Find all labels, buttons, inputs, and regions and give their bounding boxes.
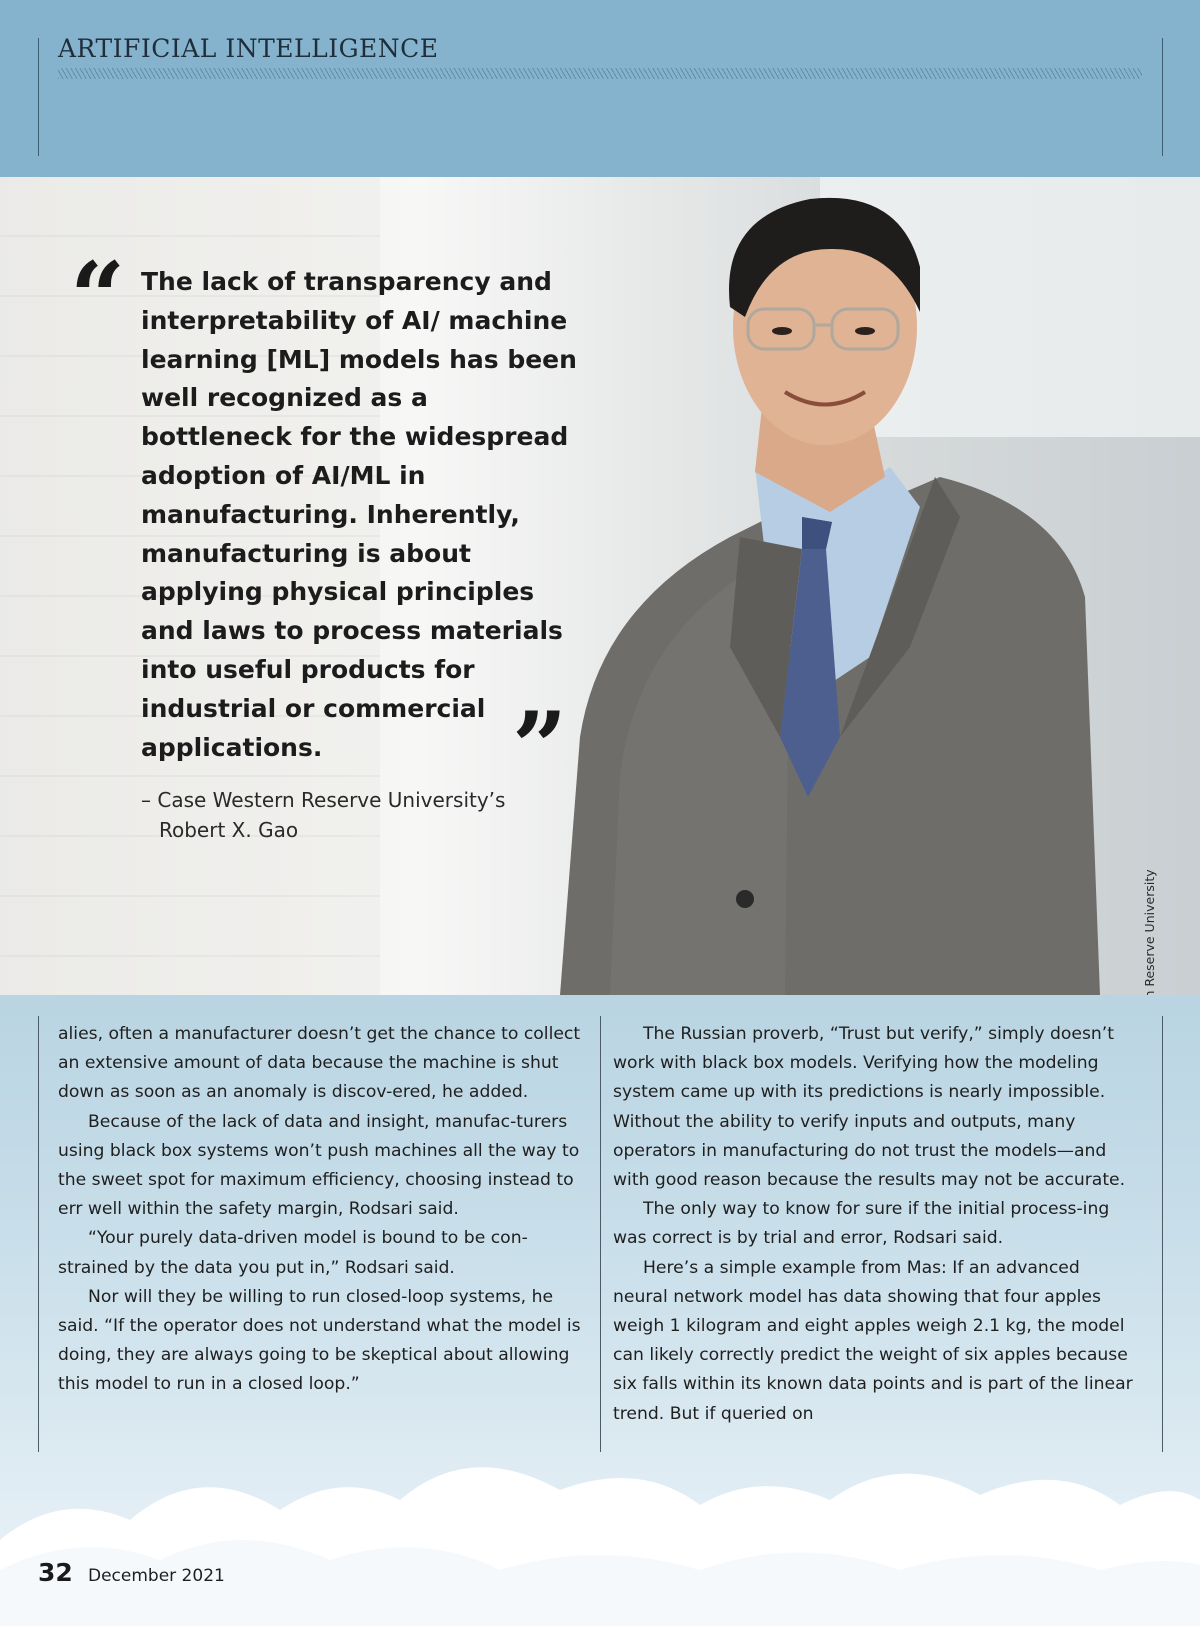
paragraph: alies, often a manufacturer doesn’t get the chance to collect an extensive amount of data because the machine is shut down as soon as an anomaly is discov-ered, he added. <box>58 1024 581 1103</box>
portrait-figure <box>540 177 1140 995</box>
paragraph: Nor will they be willing to run closed-loop systems, he said. “If the operator does not understand what the model is doing, they are always going to be skeptical about allowing this model to run in a closed loop.” <box>58 1286 581 1395</box>
column-rule-right <box>1162 1016 1163 1452</box>
attribution-line-1: – Case Western Reserve University’s <box>141 788 506 812</box>
paragraph: “Your purely data-driven model is bound to be con-strained by the data you put in,” Rodsari said. <box>58 1228 528 1278</box>
issue-date: December 2021 <box>88 1566 225 1586</box>
open-quote-mark: “ <box>70 241 126 354</box>
attribution-line-2: Robert X. Gao <box>159 818 299 842</box>
paragraph: The only way to know for sure if the initial process-ing was correct is by trial and error, Rodsari said. <box>613 1199 1110 1249</box>
header-hatch-divider <box>58 68 1142 79</box>
header-rule-right <box>1162 38 1163 156</box>
close-quote-mark: ” <box>512 691 568 804</box>
paragraph: The Russian proverb, “Trust but verify,” simply doesn’t work with black box models. Verifying how the modeling system came up with its predictions is nearly impossible. Without the ability to verify inputs and outputs, many operators in manufacturing do not trust the models—and with good reason because the results may not be accurate. <box>613 1024 1126 1191</box>
column-rule-left <box>38 1016 39 1452</box>
header-rule-left <box>38 38 39 156</box>
column-rule-middle <box>600 1016 601 1452</box>
section-title: ARTIFICIAL INTELLIGENCE <box>58 34 439 63</box>
pull-quote-attribution <box>141 785 581 845</box>
article-column-right <box>613 1020 1137 1429</box>
section-header <box>0 0 1200 177</box>
pull-quote-text: The lack of transparency and interpretability of AI/ machine learning [ML] models has been well recognized as a bottleneck for the widespread adoption of AI/ML in manufacturing. Inherently, manufacturing is about applying physical principles and laws to process materials into useful products for industrial or commercial applications. <box>141 267 577 762</box>
page-number: 32 <box>38 1558 73 1587</box>
article-column-left <box>58 1020 582 1400</box>
paragraph: Here’s a simple example from Mas: If an advanced neural network model has data showing that four apples weigh 1 kilogram and eight apples weigh 2.1 kg, the model can likely correctly predict the weight of six apples because six falls within its known data points and is part of the linear trend. But if queried on <box>613 1257 1133 1424</box>
paragraph: Because of the lack of data and insight, manufac-turers using black box systems won’t push machines all the way to the sweet spot for maximum efficiency, choosing instead to err well within the safety margin, Rodsari said. <box>58 1111 580 1220</box>
